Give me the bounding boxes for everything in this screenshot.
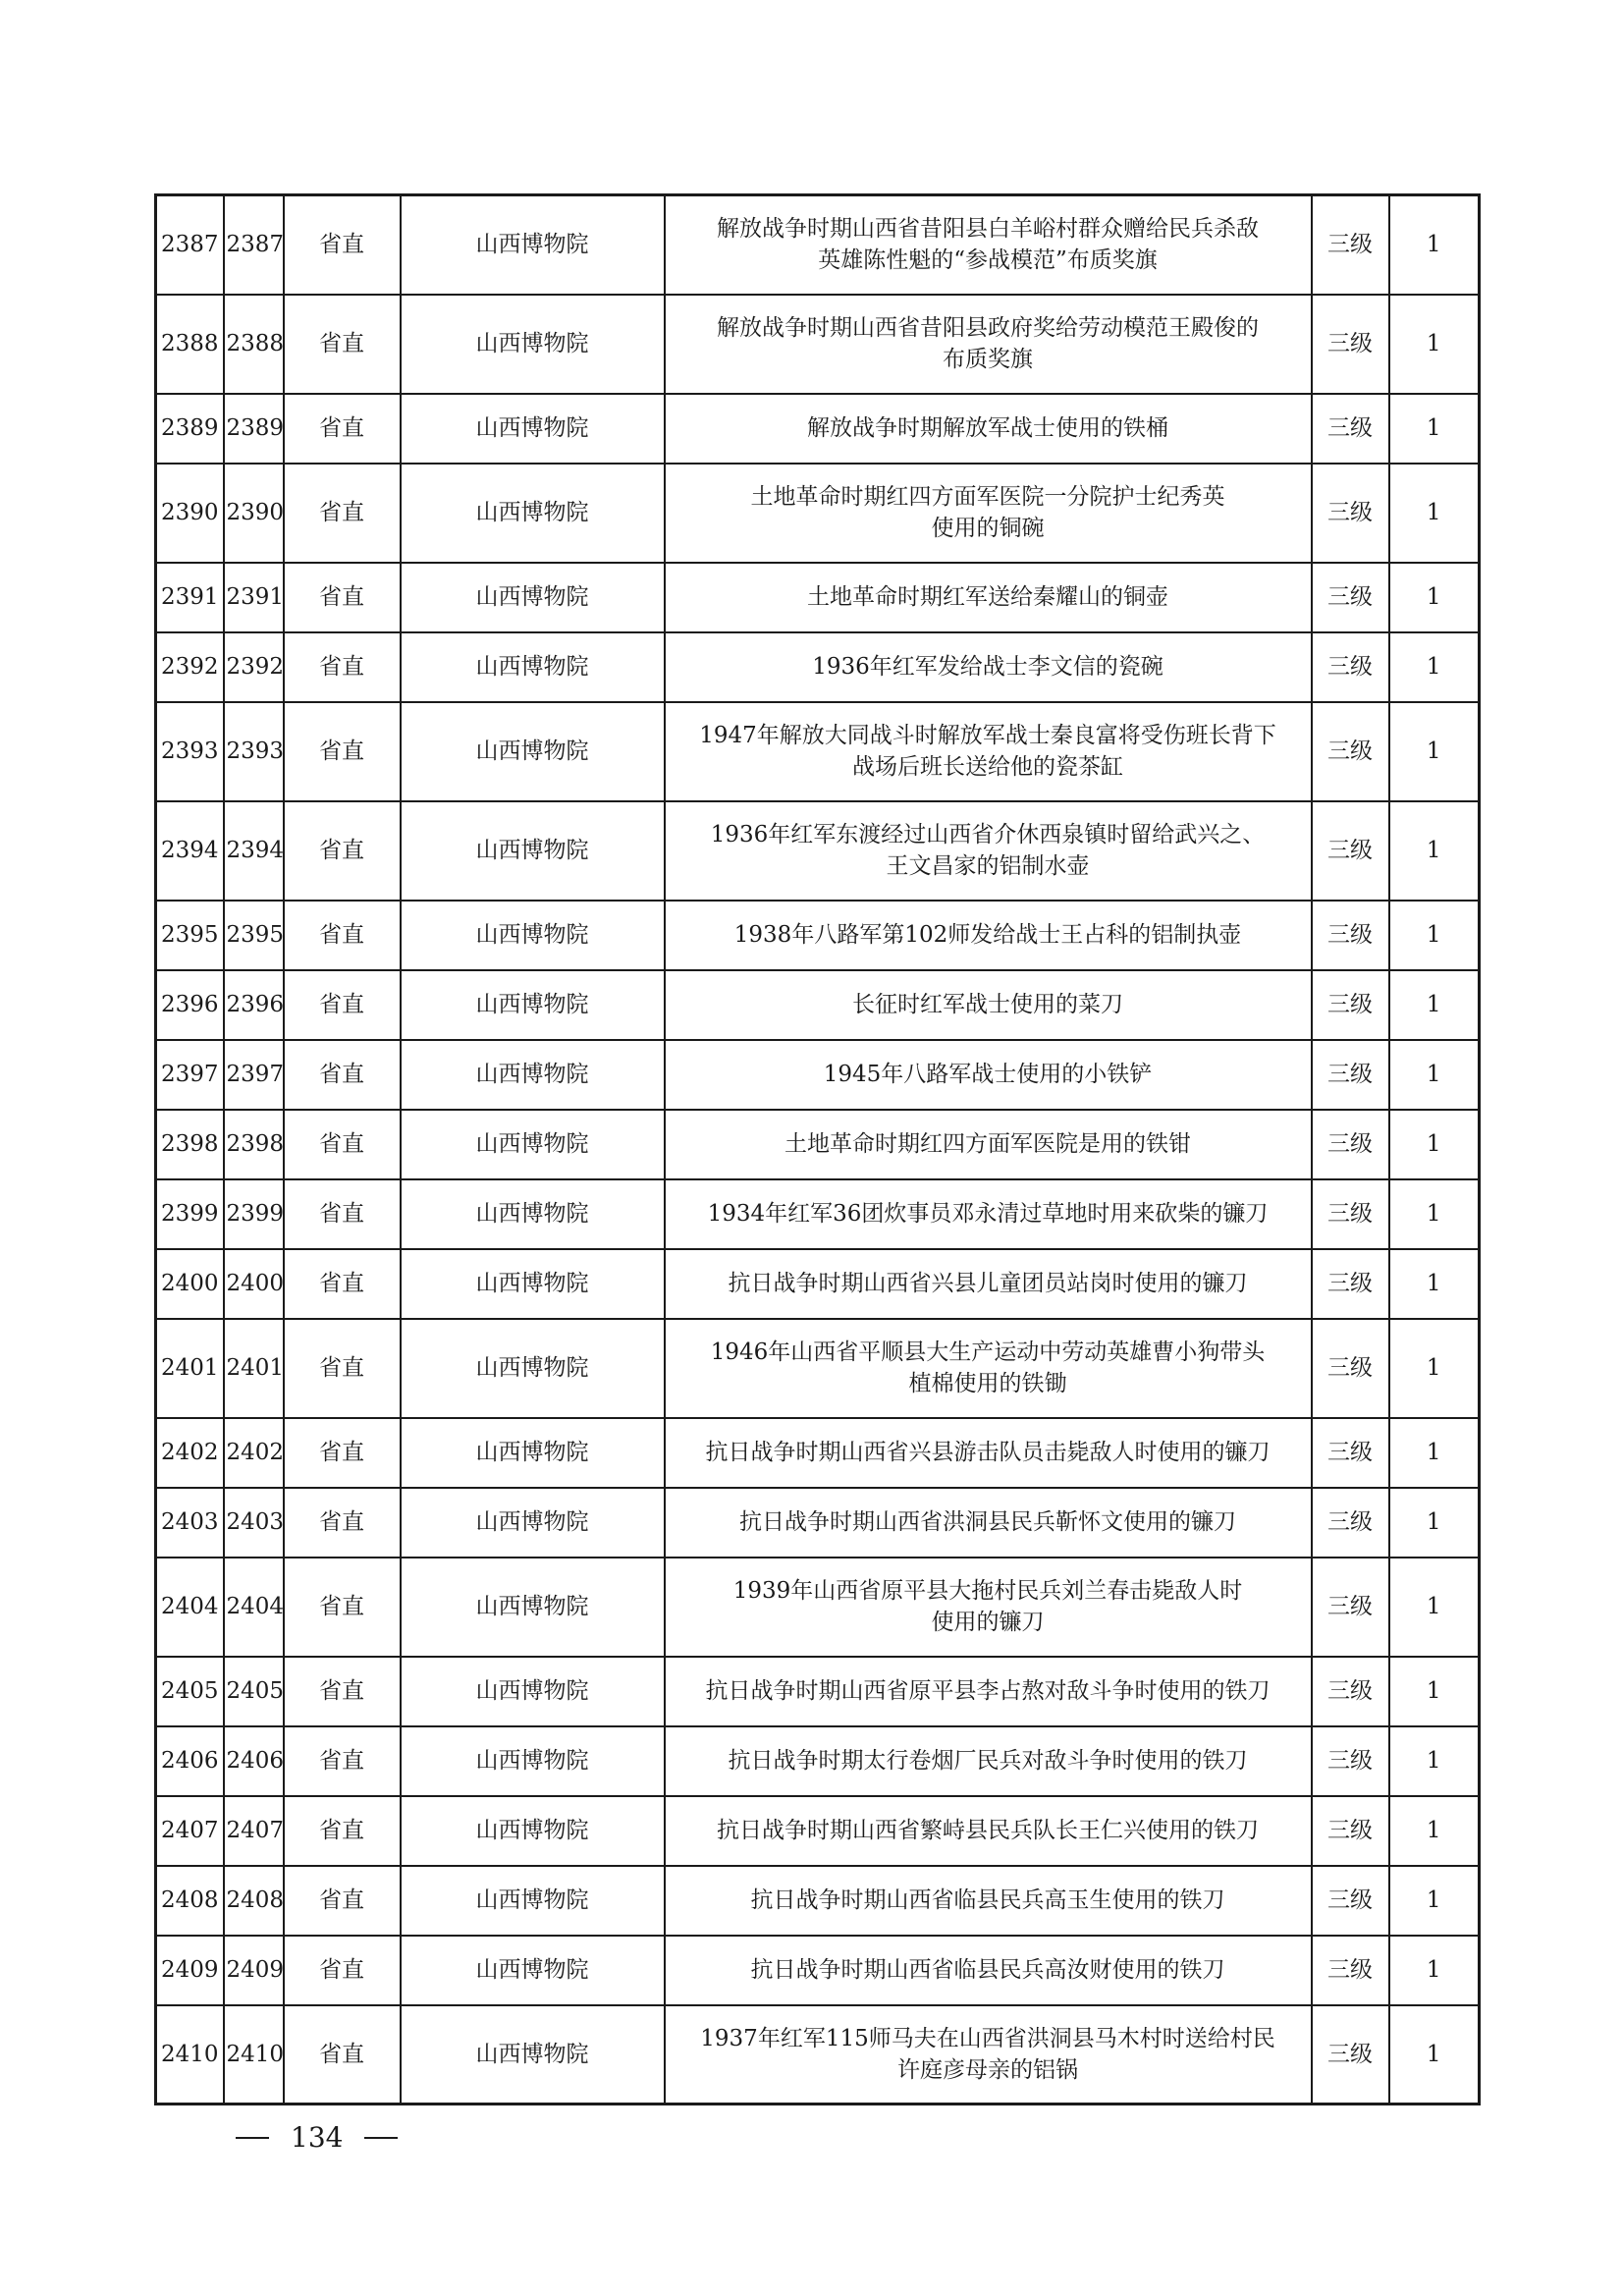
cell-quantity: 1 [1389, 1796, 1480, 1866]
description-line-2: 布质奖旗 [943, 347, 1033, 372]
description-line-2: 许庭彦母亲的铝锅 [897, 2056, 1078, 2083]
cell-unit: 省直 [284, 1726, 401, 1796]
description-line-1: 抗日战争时期山西省繁峙县民兵队长王仁兴使用的铁刀 [717, 1818, 1259, 1843]
table-row [156, 1319, 1480, 1418]
cell-quantity: 1 [1389, 1110, 1480, 1179]
cell-org: 山西博物院 [401, 563, 665, 632]
cell-org: 山西博物院 [401, 1726, 665, 1796]
description-line-1: 土地革命时期红四方面军医院一分院护士纪秀英 [750, 484, 1225, 510]
cell-serial-a: 2406 [156, 1726, 224, 1796]
cell-description [665, 1866, 1312, 1936]
cell-grade: 三级 [1312, 632, 1389, 702]
cell-serial-a: 2396 [156, 970, 224, 1040]
cell-description [665, 1319, 1312, 1418]
cell-description [665, 1558, 1312, 1657]
cell-quantity: 1 [1389, 970, 1480, 1040]
cell-quantity: 1 [1389, 1488, 1480, 1558]
cell-description [665, 295, 1312, 394]
cell-description [665, 1249, 1312, 1319]
cell-grade: 三级 [1312, 1418, 1389, 1488]
cell-serial-a: 2397 [156, 1040, 224, 1110]
cell-quantity: 1 [1389, 295, 1480, 394]
description-line-1: 1945年八路军战士使用的小铁铲 [823, 1062, 1153, 1087]
cell-description [665, 1936, 1312, 2005]
footer-dash-left [236, 2137, 269, 2139]
cell-serial-b: 2398 [224, 1110, 284, 1179]
relics-table [154, 193, 1481, 2105]
table-row [156, 1657, 1480, 1726]
description-line-2: 使用的镰刀 [931, 1610, 1045, 1635]
description-line-1: 土地革命时期红军送给秦耀山的铜壶 [807, 584, 1168, 610]
cell-unit: 省直 [284, 1866, 401, 1936]
cell-serial-a: 2407 [156, 1796, 224, 1866]
cell-description [665, 1110, 1312, 1179]
table-row [156, 702, 1480, 801]
cell-serial-b: 2388 [224, 295, 284, 394]
description-line-1: 1946年山西省平顺县大生产运动中劳动英雄曹小狗带头 [710, 1339, 1266, 1365]
cell-unit: 省直 [284, 1319, 401, 1418]
cell-quantity: 1 [1389, 901, 1480, 970]
cell-serial-b: 2400 [224, 1249, 284, 1319]
cell-org: 山西博物院 [401, 1179, 665, 1249]
cell-serial-a: 2388 [156, 295, 224, 394]
cell-serial-b: 2409 [224, 1936, 284, 2005]
cell-grade: 三级 [1312, 1040, 1389, 1110]
cell-unit: 省直 [284, 394, 401, 464]
cell-description [665, 970, 1312, 1040]
table-row [156, 801, 1480, 901]
table-row [156, 970, 1480, 1040]
cell-serial-a: 2405 [156, 1657, 224, 1726]
table-row [156, 1488, 1480, 1558]
table-row [156, 1558, 1480, 1657]
cell-unit: 省直 [284, 1936, 401, 2005]
cell-org: 山西博物院 [401, 1319, 665, 1418]
cell-grade: 三级 [1312, 1488, 1389, 1558]
cell-description [665, 1418, 1312, 1488]
page-number: 134 [291, 2121, 344, 2154]
table-row [156, 563, 1480, 632]
cell-unit: 省直 [284, 295, 401, 394]
cell-description [665, 901, 1312, 970]
cell-serial-b: 2395 [224, 901, 284, 970]
cell-serial-a: 2393 [156, 702, 224, 801]
cell-unit: 省直 [284, 1418, 401, 1488]
cell-serial-b: 2402 [224, 1418, 284, 1488]
cell-grade: 三级 [1312, 1319, 1389, 1418]
cell-description [665, 702, 1312, 801]
cell-serial-b: 2389 [224, 394, 284, 464]
cell-quantity: 1 [1389, 1657, 1480, 1726]
description-line-1: 土地革命时期红四方面军医院是用的铁钳 [784, 1131, 1191, 1157]
cell-serial-a: 2404 [156, 1558, 224, 1657]
cell-serial-a: 2409 [156, 1936, 224, 2005]
cell-serial-b: 2401 [224, 1319, 284, 1418]
cell-grade: 三级 [1312, 1110, 1389, 1179]
cell-org: 山西博物院 [401, 1249, 665, 1319]
cell-quantity: 1 [1389, 2005, 1480, 2105]
cell-serial-b: 2390 [224, 464, 284, 563]
cell-description [665, 394, 1312, 464]
description-line-1: 1947年解放大同战斗时解放军战士秦良富将受伤班长背下 [699, 723, 1276, 748]
description-line-1: 1939年山西省原平县大拖村民兵刘兰春击毙敌人时 [732, 1578, 1243, 1604]
cell-serial-b: 2394 [224, 801, 284, 901]
cell-description [665, 1657, 1312, 1726]
cell-grade: 三级 [1312, 801, 1389, 901]
cell-unit: 省直 [284, 1488, 401, 1558]
footer-dash-right [364, 2137, 398, 2139]
description-line-2: 植棉使用的铁锄 [908, 1371, 1067, 1396]
cell-unit: 省直 [284, 1657, 401, 1726]
description-line-1: 抗日战争时期山西省原平县李占熬对敌斗争时使用的铁刀 [705, 1678, 1271, 1704]
cell-serial-a: 2399 [156, 1179, 224, 1249]
cell-description [665, 1488, 1312, 1558]
cell-grade: 三级 [1312, 563, 1389, 632]
cell-org: 山西博物院 [401, 702, 665, 801]
cell-serial-b: 2406 [224, 1726, 284, 1796]
cell-quantity: 1 [1389, 1936, 1480, 2005]
cell-unit: 省直 [284, 563, 401, 632]
cell-unit: 省直 [284, 1040, 401, 1110]
cell-description [665, 632, 1312, 702]
cell-org: 山西博物院 [401, 970, 665, 1040]
description-line-1: 抗日战争时期山西省临县民兵高汝财使用的铁刀 [750, 1957, 1225, 1983]
description-line-2: 使用的铜碗 [931, 516, 1045, 541]
table-row [156, 1726, 1480, 1796]
cell-quantity: 1 [1389, 1179, 1480, 1249]
cell-description [665, 2005, 1312, 2105]
cell-grade: 三级 [1312, 195, 1389, 295]
cell-unit: 省直 [284, 702, 401, 801]
cell-serial-b: 2396 [224, 970, 284, 1040]
cell-serial-a: 2403 [156, 1488, 224, 1558]
cell-org: 山西博物院 [401, 1110, 665, 1179]
description-line-1: 1934年红军36团炊事员邓永清过草地时用来砍柴的镰刀 [707, 1201, 1269, 1227]
cell-description [665, 801, 1312, 901]
cell-serial-b: 2393 [224, 702, 284, 801]
cell-quantity: 1 [1389, 702, 1480, 801]
table-row [156, 1179, 1480, 1249]
cell-grade: 三级 [1312, 702, 1389, 801]
cell-org: 山西博物院 [401, 2005, 665, 2105]
cell-description [665, 1179, 1312, 1249]
description-line-1: 抗日战争时期山西省洪洞县民兵靳怀文使用的镰刀 [739, 1509, 1236, 1535]
cell-description [665, 1726, 1312, 1796]
description-line-1: 抗日战争时期山西省兴县游击队员击毙敌人时使用的镰刀 [705, 1440, 1271, 1465]
cell-grade: 三级 [1312, 1179, 1389, 1249]
cell-unit: 省直 [284, 195, 401, 295]
cell-serial-b: 2408 [224, 1866, 284, 1936]
cell-serial-a: 2408 [156, 1866, 224, 1936]
cell-quantity: 1 [1389, 1866, 1480, 1936]
description-line-2: 战场后班长送给他的瓷茶缸 [852, 754, 1123, 780]
table-row [156, 2005, 1480, 2105]
table-row [156, 394, 1480, 464]
cell-serial-a: 2401 [156, 1319, 224, 1418]
cell-unit: 省直 [284, 1179, 401, 1249]
description-line-1: 解放战争时期山西省昔阳县白羊峪村群众赠给民兵杀敌 [717, 216, 1259, 243]
cell-org: 山西博物院 [401, 1936, 665, 2005]
cell-serial-a: 2390 [156, 464, 224, 563]
cell-org: 山西博物院 [401, 1866, 665, 1936]
cell-description [665, 464, 1312, 563]
description-line-1: 抗日战争时期太行卷烟厂民兵对敌斗争时使用的铁刀 [728, 1748, 1248, 1774]
cell-serial-a: 2398 [156, 1110, 224, 1179]
cell-grade: 三级 [1312, 295, 1389, 394]
cell-description [665, 195, 1312, 295]
cell-serial-a: 2387 [156, 195, 224, 295]
cell-unit: 省直 [284, 464, 401, 563]
cell-org: 山西博物院 [401, 195, 665, 295]
cell-description [665, 1796, 1312, 1866]
cell-description [665, 1040, 1312, 1110]
table-row [156, 1418, 1480, 1488]
cell-org: 山西博物院 [401, 1040, 665, 1110]
cell-serial-a: 2395 [156, 901, 224, 970]
description-line-1: 1937年红军115师马夫在山西省洪洞县马木村时送给村民 [700, 2025, 1275, 2051]
table-row [156, 1249, 1480, 1319]
cell-org: 山西博物院 [401, 394, 665, 464]
cell-quantity: 1 [1389, 1319, 1480, 1418]
cell-org: 山西博物院 [401, 801, 665, 901]
cell-org: 山西博物院 [401, 464, 665, 563]
description-line-1: 1936年红军东渡经过山西省介休西泉镇时留给武兴之、 [710, 822, 1266, 847]
cell-unit: 省直 [284, 2005, 401, 2105]
cell-serial-a: 2394 [156, 801, 224, 901]
cell-unit: 省直 [284, 1110, 401, 1179]
cell-serial-b: 2392 [224, 632, 284, 702]
cell-grade: 三级 [1312, 394, 1389, 464]
table-row [156, 901, 1480, 970]
cell-grade: 三级 [1312, 1657, 1389, 1726]
cell-grade: 三级 [1312, 1866, 1389, 1936]
description-line-1: 1938年八路军第102师发给战士王占科的铝制执壶 [733, 922, 1242, 948]
cell-org: 山西博物院 [401, 901, 665, 970]
description-line-1: 解放战争时期山西省昔阳县政府奖给劳动模范王殿俊的 [717, 315, 1259, 341]
cell-unit: 省直 [284, 970, 401, 1040]
cell-org: 山西博物院 [401, 1488, 665, 1558]
cell-org: 山西博物院 [401, 1558, 665, 1657]
cell-quantity: 1 [1389, 1418, 1480, 1488]
table-row [156, 1040, 1480, 1110]
cell-serial-b: 2399 [224, 1179, 284, 1249]
cell-serial-b: 2403 [224, 1488, 284, 1558]
cell-serial-b: 2391 [224, 563, 284, 632]
cell-quantity: 1 [1389, 195, 1480, 295]
table-row [156, 295, 1480, 394]
cell-serial-a: 2389 [156, 394, 224, 464]
cell-quantity: 1 [1389, 632, 1480, 702]
cell-quantity: 1 [1389, 394, 1480, 464]
cell-org: 山西博物院 [401, 632, 665, 702]
description-line-2: 王文昌家的铝制水壶 [886, 853, 1090, 879]
cell-serial-b: 2407 [224, 1796, 284, 1866]
cell-serial-b: 2397 [224, 1040, 284, 1110]
cell-serial-b: 2404 [224, 1558, 284, 1657]
cell-serial-a: 2400 [156, 1249, 224, 1319]
table-row [156, 1796, 1480, 1866]
page-footer [236, 2121, 398, 2154]
cell-grade: 三级 [1312, 1936, 1389, 2005]
cell-quantity: 1 [1389, 1249, 1480, 1319]
cell-grade: 三级 [1312, 1726, 1389, 1796]
cell-unit: 省直 [284, 632, 401, 702]
cell-grade: 三级 [1312, 1558, 1389, 1657]
table-body [156, 195, 1480, 2105]
cell-unit: 省直 [284, 1796, 401, 1866]
cell-org: 山西博物院 [401, 1796, 665, 1866]
description-line-1: 抗日战争时期山西省兴县儿童团员站岗时使用的镰刀 [728, 1271, 1248, 1296]
cell-quantity: 1 [1389, 1040, 1480, 1110]
cell-quantity: 1 [1389, 1726, 1480, 1796]
cell-unit: 省直 [284, 801, 401, 901]
table-row [156, 464, 1480, 563]
cell-org: 山西博物院 [401, 295, 665, 394]
description-line-1: 解放战争时期解放军战士使用的铁桶 [807, 415, 1168, 441]
cell-org: 山西博物院 [401, 1657, 665, 1726]
cell-unit: 省直 [284, 1558, 401, 1657]
cell-serial-a: 2410 [156, 2005, 224, 2105]
cell-serial-b: 2387 [224, 195, 284, 295]
description-line-1: 长征时红军战士使用的菜刀 [852, 992, 1123, 1017]
table-row [156, 195, 1480, 295]
cell-serial-b: 2410 [224, 2005, 284, 2105]
description-line-1: 抗日战争时期山西省临县民兵高玉生使用的铁刀 [750, 1887, 1225, 1913]
cell-serial-a: 2392 [156, 632, 224, 702]
cell-unit: 省直 [284, 901, 401, 970]
cell-description [665, 563, 1312, 632]
cell-org: 山西博物院 [401, 1418, 665, 1488]
cell-grade: 三级 [1312, 901, 1389, 970]
cell-grade: 三级 [1312, 464, 1389, 563]
cell-quantity: 1 [1389, 563, 1480, 632]
cell-grade: 三级 [1312, 1796, 1389, 1866]
cell-serial-b: 2405 [224, 1657, 284, 1726]
cell-serial-a: 2402 [156, 1418, 224, 1488]
cell-quantity: 1 [1389, 464, 1480, 563]
cell-serial-a: 2391 [156, 563, 224, 632]
table-row [156, 1936, 1480, 2005]
table-row [156, 1110, 1480, 1179]
description-line-1: 1936年红军发给战士李文信的瓷碗 [812, 654, 1163, 680]
cell-quantity: 1 [1389, 801, 1480, 901]
table-row [156, 1866, 1480, 1936]
cell-grade: 三级 [1312, 2005, 1389, 2105]
cell-grade: 三级 [1312, 970, 1389, 1040]
cell-quantity: 1 [1389, 1558, 1480, 1657]
description-line-2: 英雄陈性魁的“参战模范”布质奖旗 [818, 247, 1158, 274]
cell-unit: 省直 [284, 1249, 401, 1319]
table-row [156, 632, 1480, 702]
cell-grade: 三级 [1312, 1249, 1389, 1319]
